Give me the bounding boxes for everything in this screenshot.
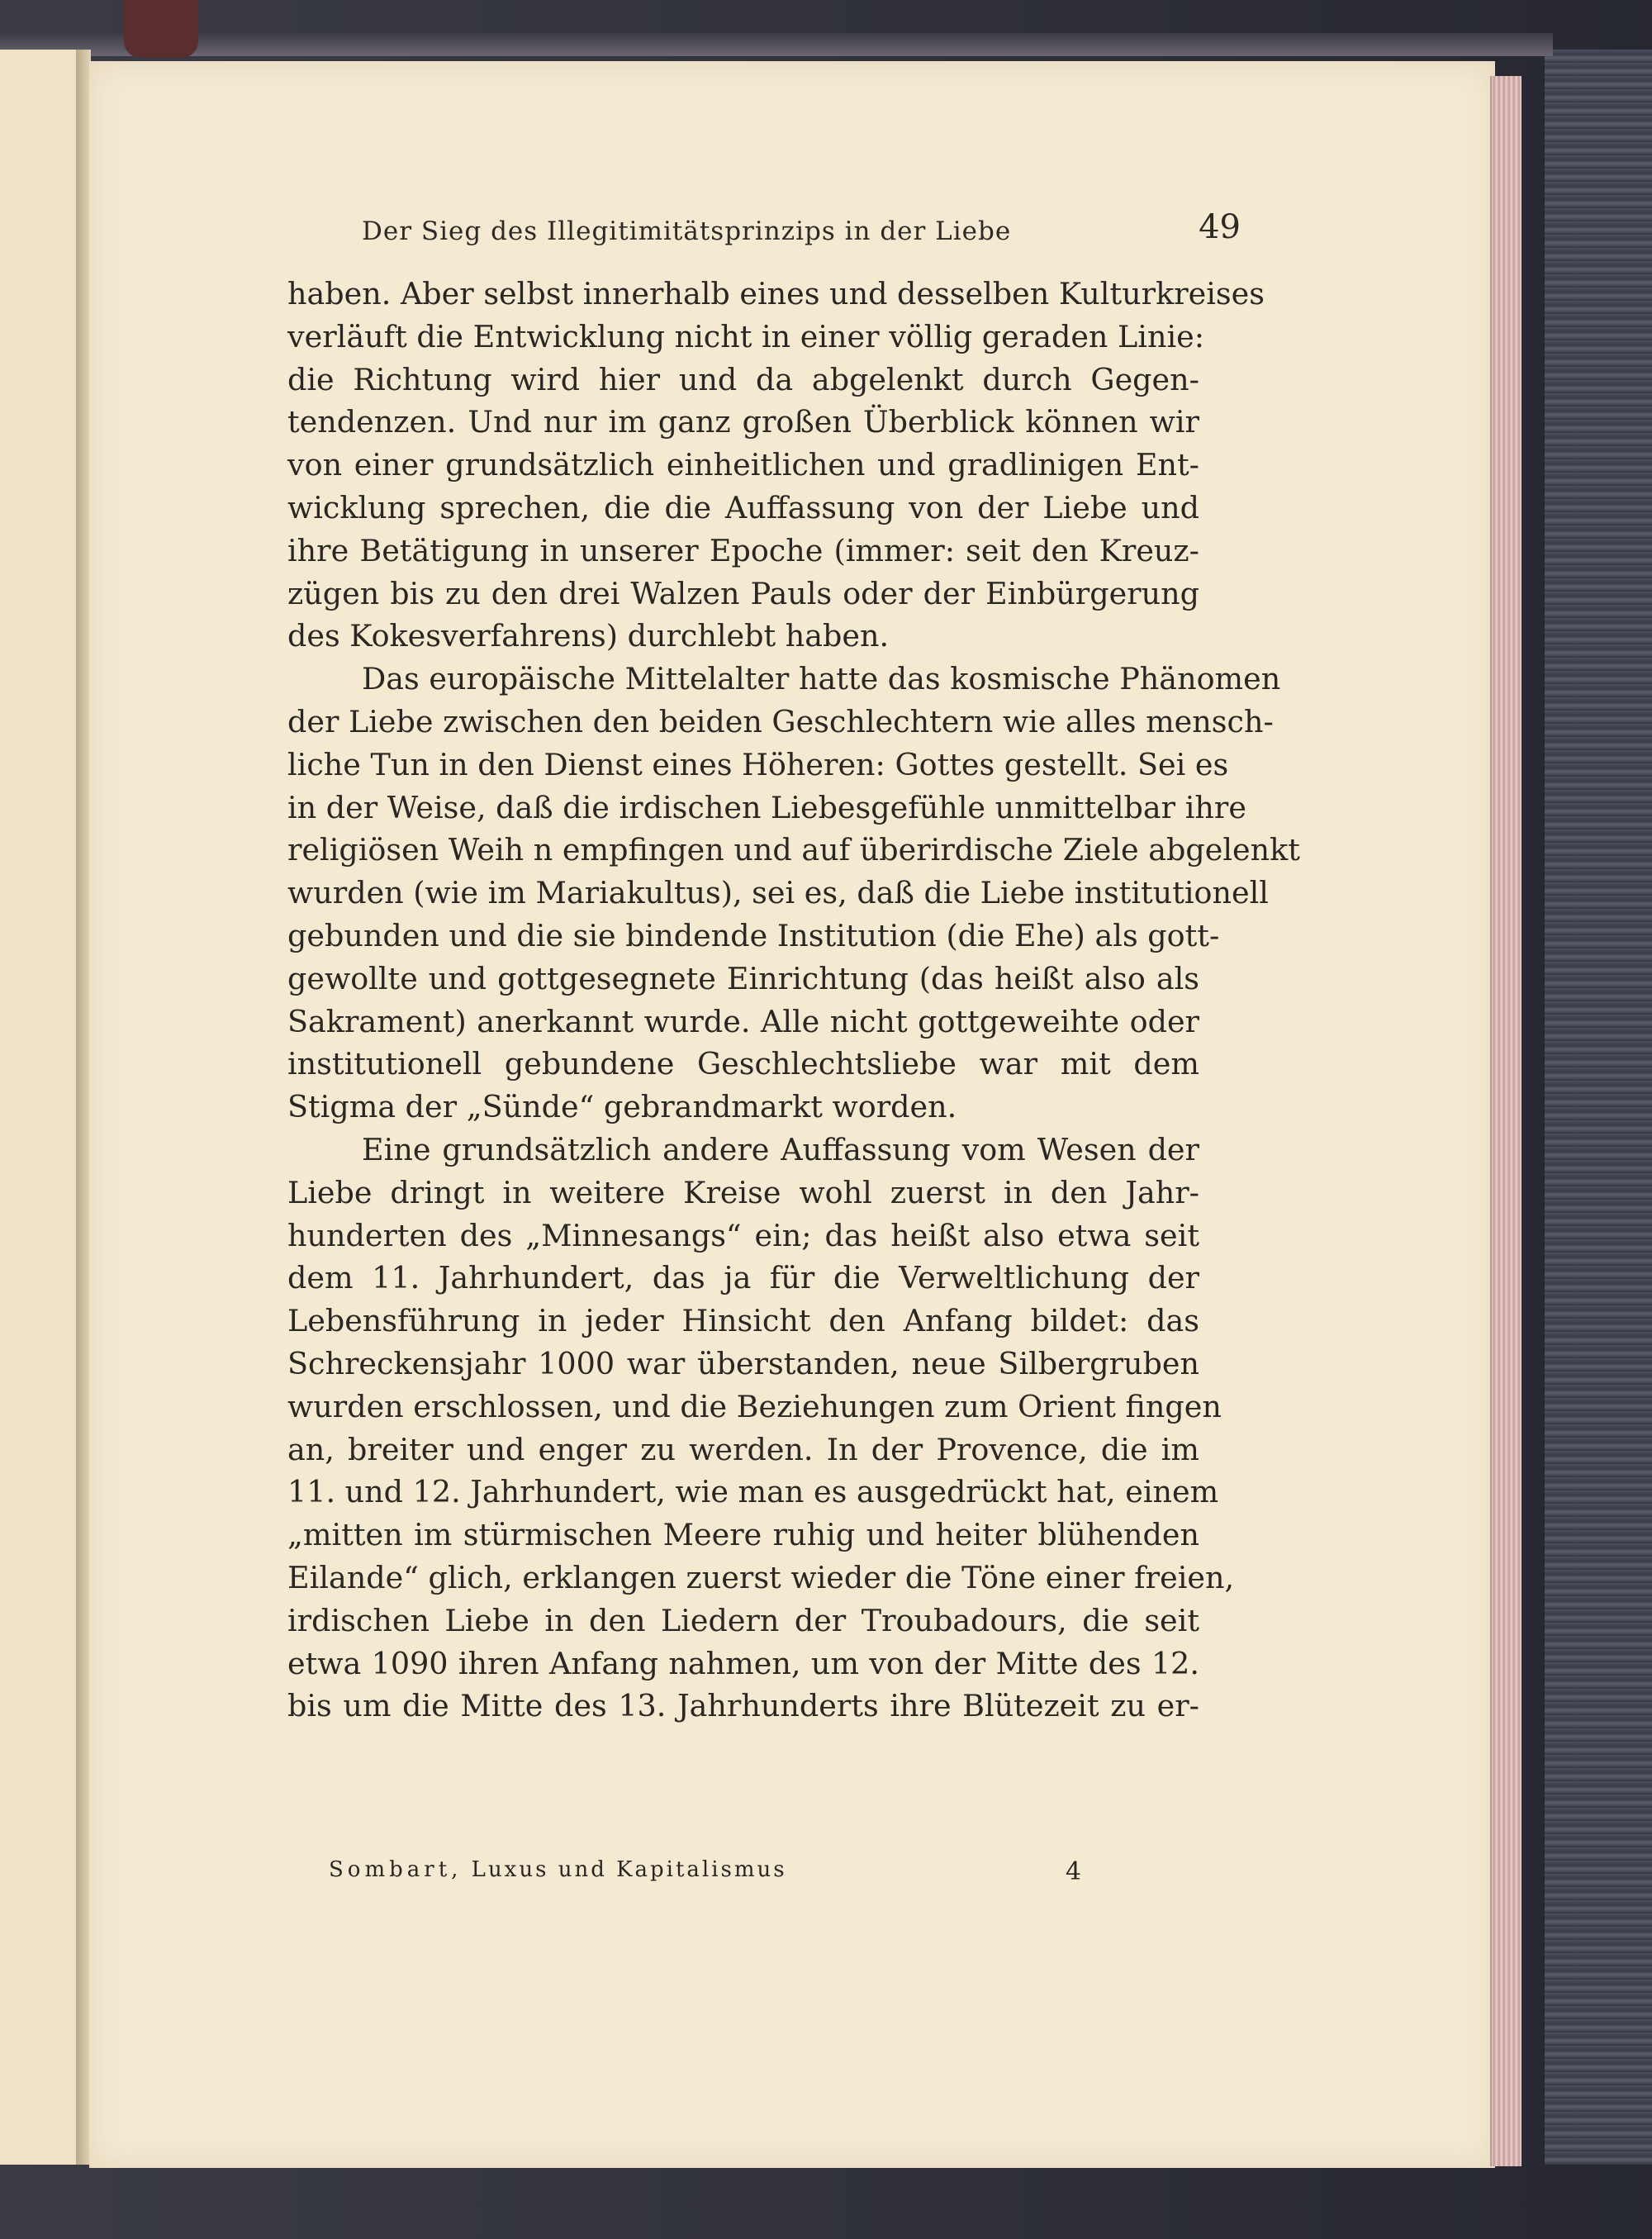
text-line: etwa 1090 ihren Anfang nahmen, um von der Mitte des 12. bbox=[287, 1645, 1199, 1681]
text-line: hunderten des „Minnesangs“ ein; das heißt also etwa seit bbox=[287, 1217, 1199, 1253]
left-page-edge bbox=[0, 50, 81, 2165]
text-line: Eilande“ glich, erklangen zuerst wieder die Töne einer freien, bbox=[287, 1559, 1235, 1595]
text-line: von einer grundsätzlich einheitlichen und gradlinigen Ent- bbox=[287, 447, 1199, 483]
running-head: Der Sieg des Illegitimitätsprinzips in der Liebe bbox=[362, 216, 1012, 246]
text-line: gebunden und die sie bindende Institution (die Ehe) als gott- bbox=[287, 917, 1220, 953]
text-line: irdischen Liebe in den Liedern der Troubadours, die seit bbox=[287, 1602, 1199, 1638]
text-line: wicklung sprechen, die die Auffassung von der Liebe und bbox=[287, 489, 1199, 525]
text-line: Stigma der „Sünde“ gebrandmarkt worden. bbox=[287, 1089, 957, 1125]
top-edge bbox=[0, 33, 1553, 56]
signature-author: Sombart, bbox=[329, 1857, 463, 1882]
page-fore-edge bbox=[1490, 76, 1521, 2166]
text-line: dem 11. Jahrhundert, das ja für die Verweltlichung der bbox=[287, 1260, 1199, 1296]
text-line: tendenzen. Und nur im ganz großen Überblick können wir bbox=[287, 404, 1199, 440]
text-line: Lebensführung in jeder Hinsicht den Anfang bildet: das bbox=[287, 1303, 1199, 1339]
text-line: wurden (wie im Mariakultus), sei es, daß die Liebe institutionell bbox=[287, 875, 1269, 911]
bookmark-ribbon bbox=[124, 0, 198, 58]
page-footer bbox=[329, 1857, 1089, 1890]
text-line: verläuft die Entwicklung nicht in einer völlig geraden Linie: bbox=[287, 318, 1205, 354]
text-line: der Liebe zwischen den beiden Geschlechtern wie alles mensch- bbox=[287, 703, 1274, 739]
text-line: die Richtung wird hier und da abgelenkt durch Gegen- bbox=[287, 361, 1199, 397]
text-line: 11. und 12. Jahrhundert, wie man es ausgedrückt hat, einem bbox=[287, 1474, 1219, 1510]
text-line: haben. Aber selbst innerhalb eines und desselben Kulturkreises bbox=[287, 276, 1265, 311]
text-line: wurden erschlossen, und die Beziehungen zum Orient fingen bbox=[287, 1388, 1222, 1424]
text-line: Sakrament) anerkannt wurde. Alle nicht gottgeweihte oder bbox=[287, 1003, 1199, 1039]
signature-title: Luxus und Kapitalismus bbox=[471, 1857, 787, 1882]
text-line: in der Weise, daß die irdischen Liebesgefühle unmittelbar ihre bbox=[287, 789, 1246, 825]
signature-number: 4 bbox=[1066, 1857, 1082, 1886]
page-number: 49 bbox=[1199, 208, 1241, 246]
text-line: Liebe dringt in weitere Kreise wohl zuerst in den Jahr- bbox=[287, 1174, 1199, 1210]
text-line: Eine grundsätzlich andere Auffassung vom Wesen der bbox=[362, 1131, 1199, 1167]
text-line: „mitten im stürmischen Meere ruhig und heiter blühenden bbox=[287, 1517, 1199, 1553]
text-line: gewollte und gottgesegnete Einrichtung (das heißt also als bbox=[287, 960, 1199, 996]
text-line: Das europäische Mittelalter hatte das kosmische Phänomen bbox=[362, 661, 1281, 697]
printer-signature bbox=[329, 1857, 787, 1882]
text-line: des Kokesverfahrens) durchlebt haben. bbox=[287, 618, 890, 654]
text-line: zügen bis zu den drei Walzen Pauls oder der Einbürgerung bbox=[287, 575, 1199, 611]
text-line: institutionell gebundene Geschlechtsliebe war mit dem bbox=[287, 1046, 1199, 1082]
binding-edge bbox=[1545, 50, 1652, 2165]
page-header bbox=[362, 208, 1241, 266]
text-line: religiösen Weih n empfingen und auf überirdische Ziele abgelenkt bbox=[287, 832, 1300, 868]
text-line: Schreckensjahr 1000 war überstanden, neue Silbergruben bbox=[287, 1345, 1199, 1381]
text-line: ihre Betätigung in unserer Epoche (immer: seit den Kreuz- bbox=[287, 532, 1199, 568]
text-line: an, breiter und enger zu werden. In der Provence, die im bbox=[287, 1431, 1199, 1467]
body-text bbox=[287, 273, 1300, 1728]
text-line: bis um die Mitte des 13. Jahrhunderts ihre Blütezeit zu er- bbox=[287, 1688, 1199, 1724]
text-line: liche Tun in den Dienst eines Höheren: Gottes gestellt. Sei es bbox=[287, 746, 1229, 782]
